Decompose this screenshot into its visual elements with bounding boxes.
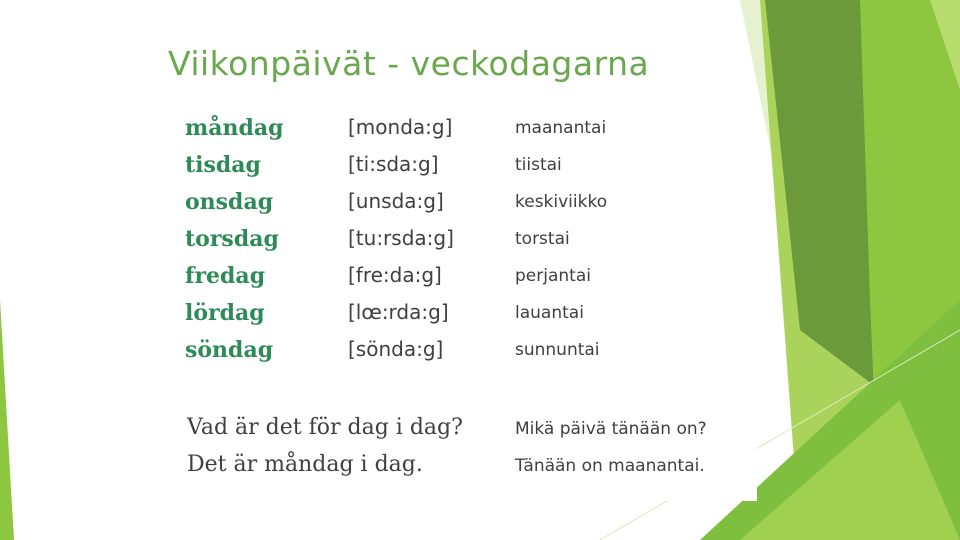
day-row [175, 115, 757, 149]
swedish-word: lördag [185, 300, 265, 326]
pronunciation: [sönda:g] [348, 337, 444, 361]
finnish-word: tiistai [515, 155, 562, 175]
finnish-word: keskiviikko [515, 192, 608, 212]
finnish-word: torstai [515, 229, 570, 249]
slide-title: Viikonpäivät - veckodagarna [168, 44, 650, 83]
pronunciation: [ti:sda:g] [348, 152, 439, 176]
finnish-word: maanantai [515, 118, 607, 138]
phrase-question-swedish: Vad är det för dag i dag? [187, 415, 463, 440]
day-row [175, 152, 757, 186]
phrase-answer-finnish: Tänään on maanantai. [515, 456, 705, 476]
finnish-word: lauantai [515, 303, 584, 323]
pronunciation: [unsda:g] [348, 189, 444, 213]
pronunciation: [monda:g] [348, 115, 453, 139]
day-row [175, 263, 757, 297]
finnish-word: perjantai [515, 266, 591, 286]
swedish-word: måndag [185, 115, 284, 141]
pronunciation: [fre:da:g] [348, 263, 442, 287]
swedish-word: fredag [185, 263, 266, 289]
pronunciation: [tu:rsda:g] [348, 226, 454, 250]
finnish-word: sunnuntai [515, 340, 600, 360]
day-row [175, 337, 757, 371]
day-row [175, 226, 757, 260]
day-row [175, 189, 757, 223]
pronunciation: [lœ:rda:g] [348, 300, 449, 324]
swedish-word: onsdag [185, 189, 274, 215]
phrase-question-finnish: Mikä päivä tänään on? [515, 419, 707, 439]
day-row [175, 300, 757, 334]
phrase-answer-swedish: Det är måndag i dag. [187, 452, 423, 477]
swedish-word: söndag [185, 337, 274, 363]
deco-left-sliver [0, 300, 14, 540]
vocabulary-panel [175, 105, 757, 501]
swedish-word: tisdag [185, 152, 261, 178]
swedish-word: torsdag [185, 226, 279, 252]
